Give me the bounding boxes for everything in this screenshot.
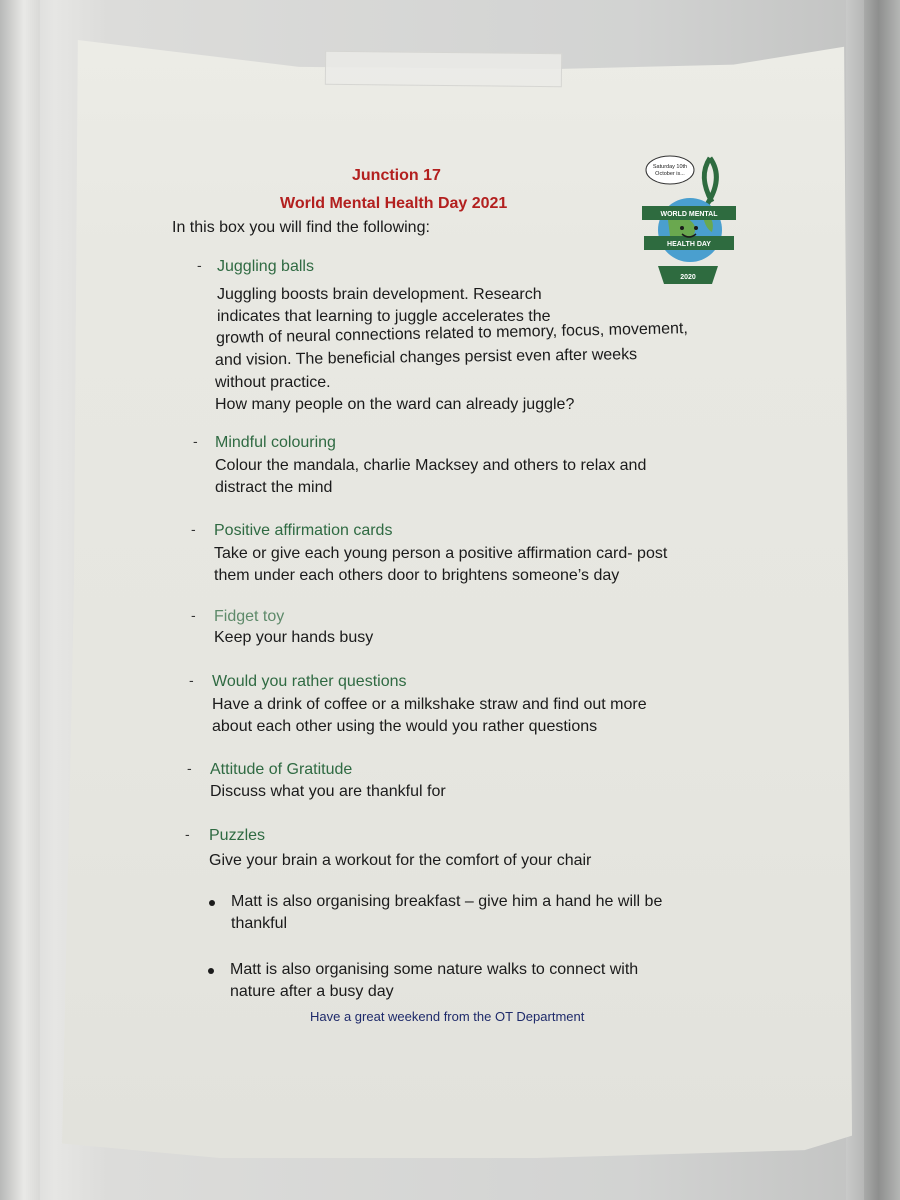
bullet-text-line: nature after a busy day: [230, 983, 394, 1000]
dash-marker: -: [185, 826, 190, 842]
item-title-puzzles: Puzzles: [209, 827, 266, 844]
item-text-line: Have a drink of coffee or a milkshake straw and find out more: [212, 696, 647, 713]
item-title-colouring: Mindful colouring: [215, 434, 336, 451]
item-text-line: indicates that learning to juggle accelerates the: [217, 308, 551, 325]
bullet-dot: [208, 968, 214, 974]
item-title-juggling: Juggling balls: [217, 258, 314, 275]
item-text-line: growth of neural connections related to memory, focus, movement,: [215, 320, 689, 347]
dash-marker: -: [189, 672, 194, 688]
item-title-fidget: Fidget toy: [214, 608, 285, 625]
item-text-line: Juggling boosts brain development. Research: [217, 286, 542, 303]
svg-text:Saturday 10th: Saturday 10th: [652, 164, 688, 170]
svg-text:2020: 2020: [680, 274, 696, 281]
dash-marker: -: [193, 433, 198, 449]
bullet-text-line: Matt is also organising some nature walks to connect with: [230, 961, 639, 978]
item-text-line: about each other using the would you rather questions: [212, 718, 598, 735]
item-text-line: Colour the mandala, charlie Macksey and others to relax and: [215, 457, 647, 474]
item-title-affirmation: Positive affirmation cards: [214, 522, 393, 539]
page-subtitle: World Mental Health Day 2021: [280, 195, 508, 212]
svg-text:HEALTH DAY: HEALTH DAY: [667, 241, 711, 248]
bullet-text-line: Matt is also organising breakfast – give him a hand he will be: [231, 893, 663, 910]
dash-marker: -: [191, 521, 196, 537]
item-title-gratitude: Attitude of Gratitude: [210, 761, 353, 778]
item-text-line: and vision. The beneficial changes persist even after weeks: [214, 346, 638, 369]
item-text-line: Take or give each young person a positive affirmation card- post: [214, 545, 668, 562]
logo-graphic: [640, 150, 738, 298]
item-title-would-you-rather: Would you rather questions: [212, 673, 407, 690]
item-text-line: Discuss what you are thankful for: [210, 783, 446, 800]
bullet-text-line: thankful: [231, 915, 288, 932]
item-text-line: How many people on the ward can already juggle?: [215, 396, 575, 413]
item-text-line: without practice.: [215, 374, 331, 391]
item-text-line: Keep your hands busy: [214, 629, 374, 646]
bullet-dot: [209, 900, 215, 906]
footer-text: Have a great weekend from the OT Department: [310, 1009, 585, 1024]
world-mental-health-day-logo: [640, 150, 738, 298]
item-text-line: distract the mind: [215, 479, 333, 496]
intro-text: In this box you will find the following:: [172, 219, 430, 236]
dash-marker: -: [197, 257, 202, 273]
item-text-line: Give your brain a workout for the comfort of your chair: [209, 852, 592, 869]
svg-text:WORLD MENTAL: WORLD MENTAL: [660, 211, 718, 218]
page-title: Junction 17: [352, 167, 441, 184]
item-text-line: them under each others door to brightens someone’s day: [214, 567, 620, 584]
dash-marker: -: [191, 607, 196, 623]
dash-marker: -: [187, 760, 192, 776]
svg-text:October is...: October is...: [655, 171, 685, 177]
